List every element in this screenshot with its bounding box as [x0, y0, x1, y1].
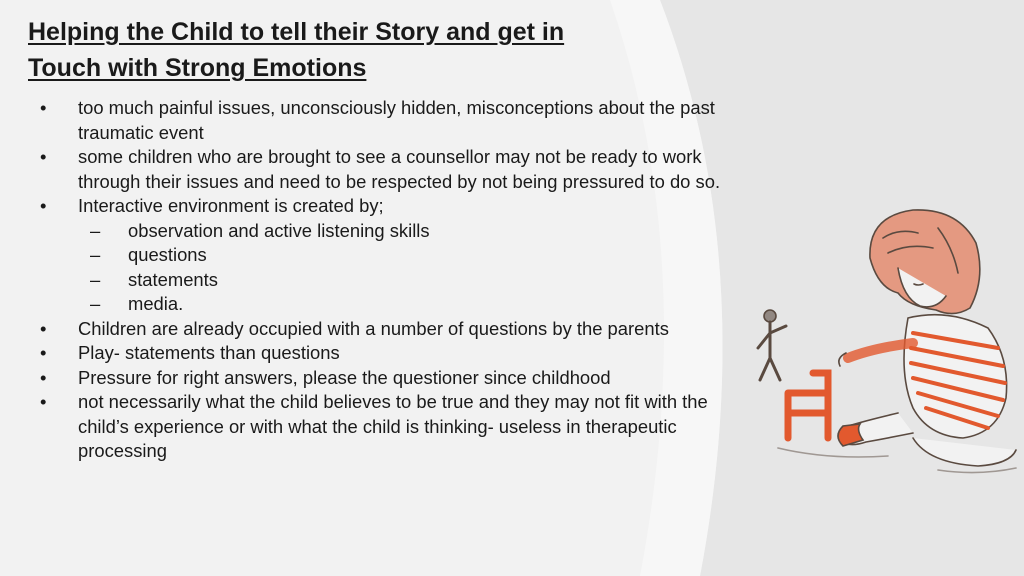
- slide-title: [28, 14, 708, 86]
- sub-bullet-item: [28, 268, 743, 293]
- bullet-item: [28, 96, 743, 145]
- child-playing-with-toys-icon: [748, 198, 1024, 498]
- sub-bullet-item: [28, 243, 743, 268]
- dash-marker: –: [90, 268, 101, 290]
- bullet-text: Children are already occupied with a number of questions by the parents: [78, 317, 669, 339]
- bullet-marker: •: [40, 195, 47, 216]
- title-line-1: Helping the Child to tell their Story and get in: [28, 18, 565, 46]
- sub-bullet-text: media.: [128, 293, 184, 314]
- bullet-marker: •: [40, 342, 47, 363]
- sub-bullet-text: statements: [128, 268, 218, 290]
- bullet-marker: •: [40, 366, 47, 388]
- bullet-marker: •: [40, 97, 47, 118]
- bullet-text: Play- statements than questions: [78, 342, 340, 363]
- bullet-list: [28, 96, 743, 464]
- dash-marker: –: [90, 219, 101, 241]
- bullet-item: [28, 145, 743, 194]
- bullet-text: Interactive environment is created by;: [78, 195, 384, 216]
- bullet-item: [28, 341, 743, 366]
- bullet-text: not necessarily what the child believes to be true and they may not fit with the child’s experience or with what the child is thinking- useless in therapeutic processing: [78, 391, 708, 461]
- sub-bullet-item: [28, 219, 743, 244]
- bullet-item: [28, 194, 743, 219]
- bullet-text: some children who are brought to see a counsellor may not be ready to work through their issues and need to be respected by not being pressured to do so.: [78, 146, 721, 192]
- dash-marker: –: [90, 244, 101, 265]
- bullet-marker: •: [40, 317, 47, 339]
- title-line-2: Touch with Strong Emotions: [28, 54, 367, 82]
- bullet-text: too much painful issues, unconsciously hidden, misconceptions about the past traumatic event: [78, 97, 715, 143]
- sub-bullet-item: [28, 292, 743, 317]
- bullet-marker: •: [40, 146, 47, 167]
- sub-bullet-text: observation and active listening skills: [128, 219, 430, 241]
- bullet-text: Pressure for right answers, please the questioner since childhood: [78, 366, 611, 388]
- bullet-item: [28, 390, 743, 464]
- bullet-item: [28, 366, 743, 391]
- bullet-marker: •: [40, 391, 47, 412]
- bullet-item: [28, 317, 743, 342]
- sub-bullet-text: questions: [128, 244, 207, 265]
- dash-marker: –: [90, 293, 101, 314]
